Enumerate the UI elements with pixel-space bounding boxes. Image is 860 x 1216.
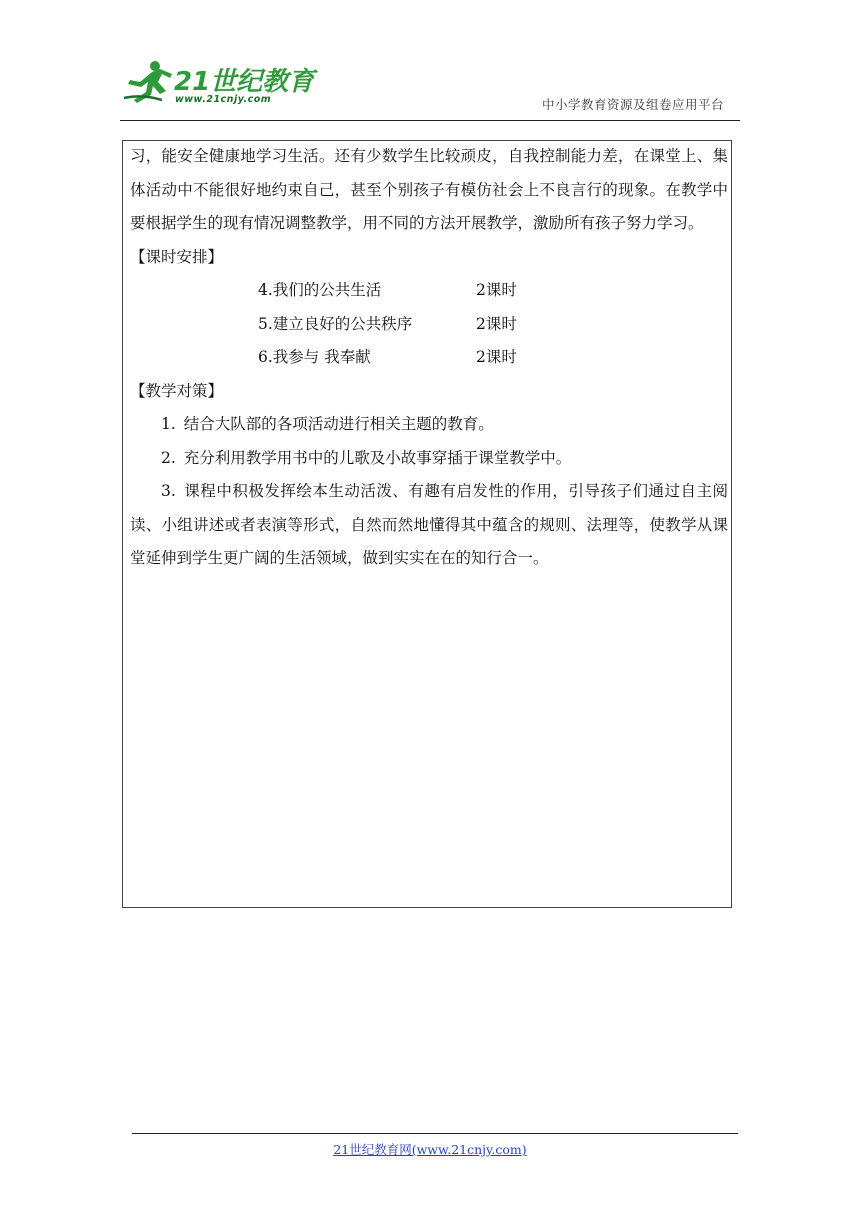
strategy-text: 充分利用教学用书中的儿歌及小故事穿插于课堂教学中。	[183, 448, 572, 467]
intro-paragraph: 习，能安全健康地学习生活。还有少数学生比较顽皮，自我控制能力差，在课堂上、集体活动中不能很好地约束自己，甚至个别孩子有模仿社会上不良言行的现象。在教学中要根据学生的现有情况调整教学，用不同的方法开展教学，激励所有孩子努力学习。	[130, 147, 728, 232]
strategy-text: 课程中积极发挥绘本生动活泼、有趣有启发性的作用，引导孩子们通过自主阅读、小组讲述或者表演等形式，自然而然地懂得其中蕴含的规则、法理等，使教学从课堂延伸到学生更广阔的生活领域，做到实实在在的知行合一。	[130, 482, 728, 567]
footer-site-link[interactable]: 21世纪教育网(www.21cnjy.com)	[333, 1142, 527, 1157]
header-divider	[120, 120, 740, 121]
lesson-hours: 2课时	[476, 281, 517, 299]
lesson-name: 4.我们的公共生活	[258, 281, 382, 299]
platform-tagline: 中小学教育资源及组卷应用平台	[541, 97, 724, 112]
strategy-number: 1.	[161, 415, 176, 433]
strategy-item	[130, 475, 728, 576]
site-logo[interactable]	[122, 58, 315, 108]
strategy-item	[130, 442, 728, 476]
document-body	[130, 140, 728, 576]
schedule-row	[130, 341, 728, 375]
strategy-item	[130, 408, 728, 442]
strategy-number: 3.	[161, 482, 176, 500]
schedule-row	[130, 308, 728, 342]
footer-divider	[132, 1133, 738, 1134]
schedule-heading: 【课时安排】	[130, 247, 224, 266]
lesson-hours: 2课时	[476, 314, 517, 333]
lesson-name: 5.建立良好的公共秩序	[258, 314, 413, 333]
page-header	[0, 0, 860, 125]
schedule-row	[130, 274, 728, 308]
strategy-number: 2.	[161, 448, 176, 467]
strategy-text: 结合大队部的各项活动进行相关主题的教育。	[183, 415, 494, 433]
runner-logo-icon	[122, 58, 315, 108]
logo-wordmark: 21世纪教育	[174, 67, 315, 97]
logo-url: www.21cnjy.com	[175, 94, 272, 105]
lesson-hours: 2课时	[476, 348, 517, 366]
lesson-name: 6.我参与 我奉献	[258, 348, 371, 366]
strategy-heading: 【教学对策】	[130, 381, 224, 400]
